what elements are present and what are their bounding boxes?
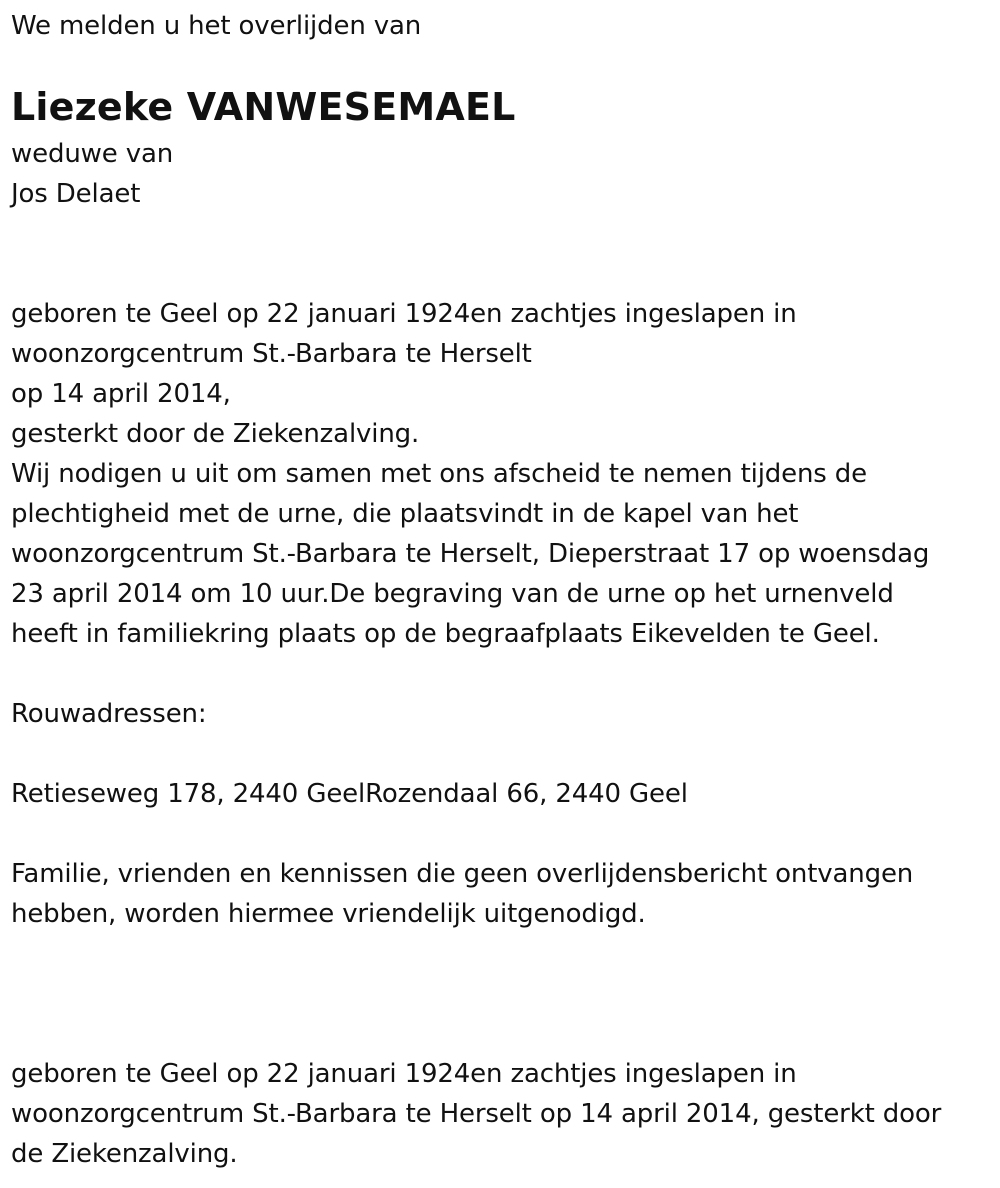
invitation-line: hebben, worden hiermee vriendelijk uitgenodigd. (11, 899, 646, 929)
summary-paragraph (11, 1054, 941, 1174)
summary-line: geboren te Geel op 22 januari 1924en zachtjes ingeslapen in (11, 1059, 797, 1089)
addresses-heading-block (11, 694, 206, 734)
body-line: geboren te Geel op 22 januari 1924en zachtjes ingeslapen in (11, 299, 797, 329)
body-line: 23 april 2014 om 10 uur.De begraving van de urne op het urnenveld (11, 579, 894, 609)
summary-line: woonzorgcentrum St.-Barbara te Herselt op 14 april 2014, gesterkt door (11, 1099, 942, 1129)
body-line: op 14 april 2014, (11, 379, 231, 409)
spouse-name: Jos Delaet (11, 179, 141, 209)
invitation-line: Familie, vrienden en kennissen die geen overlijdensbericht ontvangen (11, 859, 914, 889)
body-line: plechtigheid met de urne, die plaatsvindt in de kapel van het (11, 499, 799, 529)
summary-line: de Ziekenzalving. (11, 1139, 238, 1169)
body-line: woonzorgcentrum St.-Barbara te Herselt (11, 339, 532, 369)
addresses-heading: Rouwadressen: (11, 699, 207, 729)
relation-block (11, 134, 173, 214)
intro-text: We melden u het overlijden van (11, 11, 422, 41)
body-paragraph (11, 294, 929, 654)
relation-line: weduwe van (11, 139, 174, 169)
body-line: Wij nodigen u uit om samen met ons afscheid te nemen tijdens de (11, 459, 868, 489)
body-line: gesterkt door de Ziekenzalving. (11, 419, 420, 449)
body-line: woonzorgcentrum St.-Barbara te Herselt, Dieperstraat 17 op woensdag (11, 539, 930, 569)
invitation-paragraph (11, 854, 913, 934)
deceased-name: Liezeke VANWESEMAEL (11, 85, 516, 129)
addresses-block (11, 774, 688, 814)
body-line: heeft in familiekring plaats op de begraafplaats Eikevelden te Geel. (11, 619, 880, 649)
addresses-text: Retieseweg 178, 2440 GeelRozendaal 66, 2440 Geel (11, 779, 688, 809)
